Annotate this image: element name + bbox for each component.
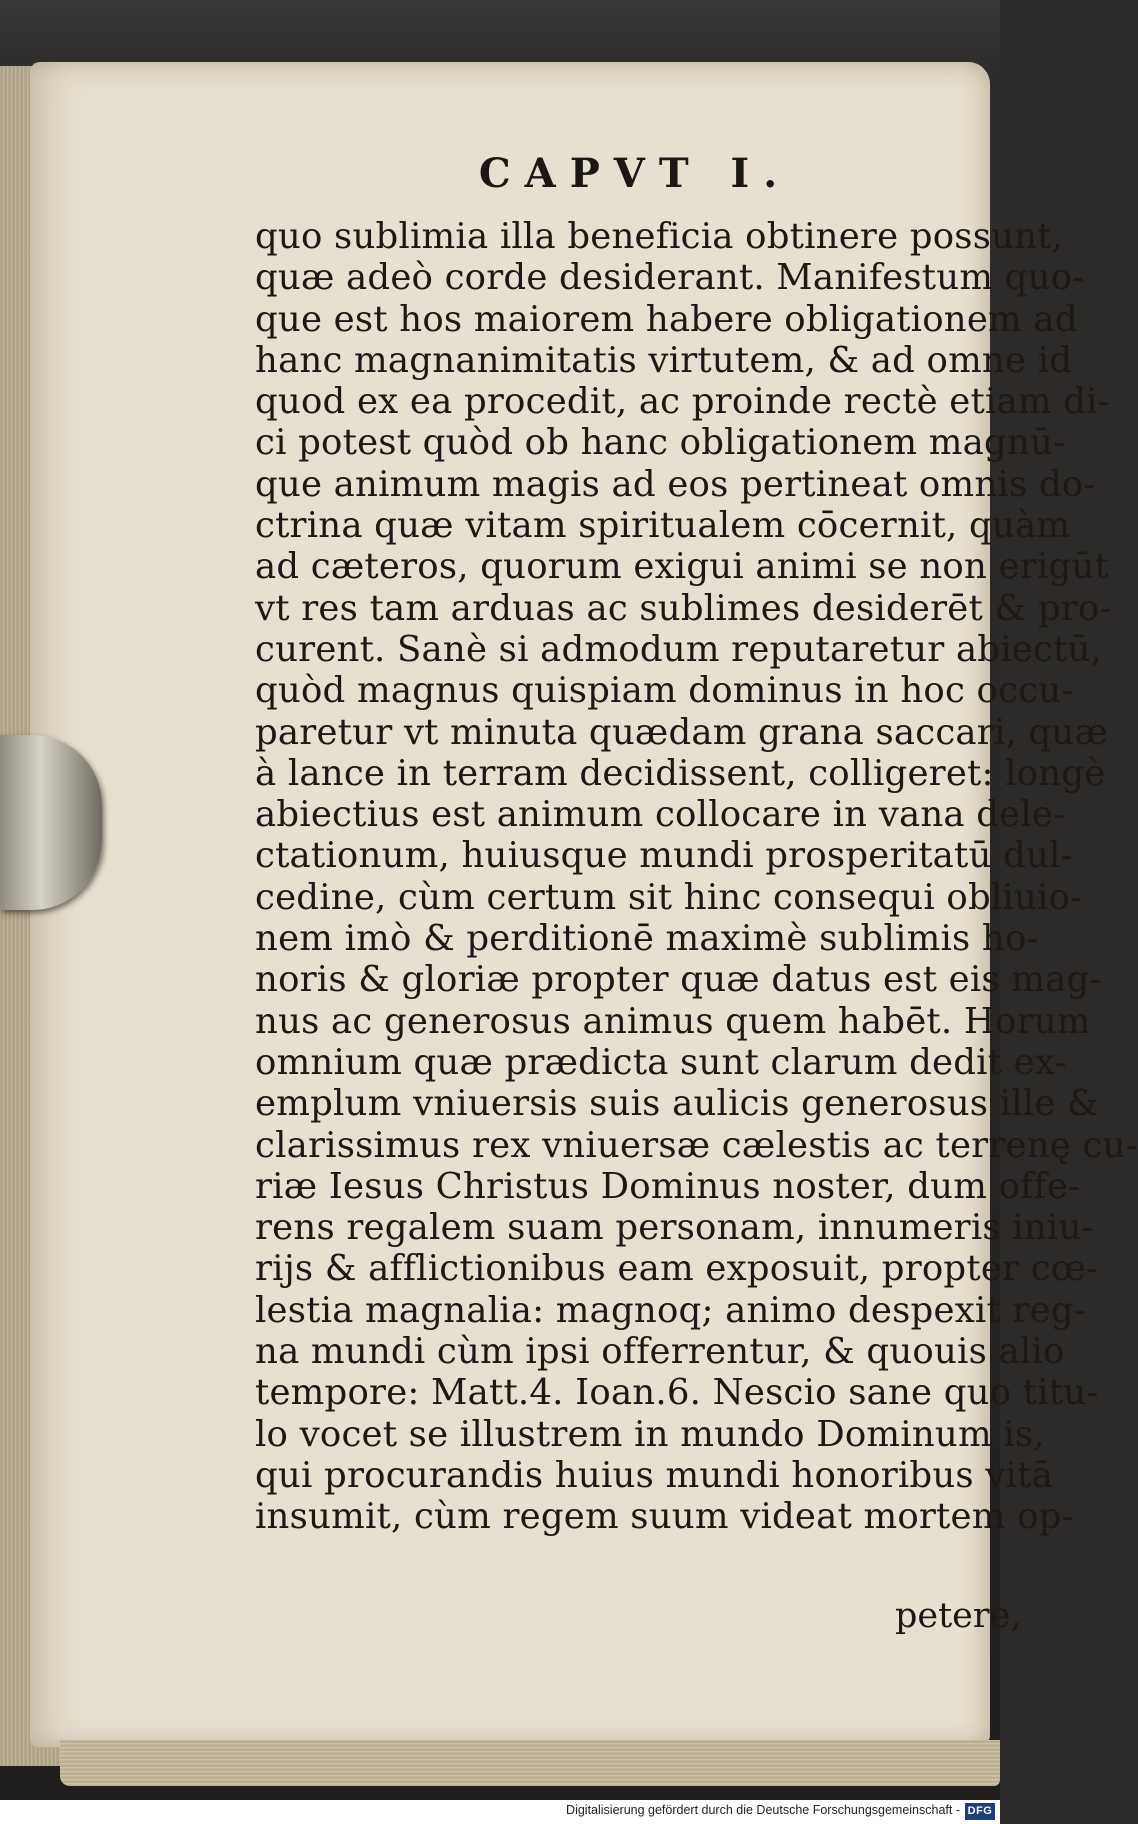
text-line: quæ adeò corde desiderant. Manifestum quo-	[255, 257, 1085, 299]
text-line: nus ac generosus animus quem habēt. Horum	[255, 1000, 1091, 1042]
text-line: lestia magnalia: magnoq; animo despexit reg-	[255, 1289, 1086, 1331]
text-line: rens regalem suam personam, innumeris iniu-	[255, 1207, 1094, 1249]
text-line: hanc magnanimitatis virtutem, & ad omne id	[255, 339, 1073, 381]
text-line: emplum vniuersis suis aulicis generosus ille &	[255, 1083, 1099, 1125]
text-line: curent. Sanè si admodum reputaretur abiectū,	[255, 628, 1103, 670]
text-line: rijs & afflictionibus eam exposuit, propter cœ-	[255, 1248, 1099, 1290]
text-line: que est hos maiorem habere obligationem ad	[255, 298, 1078, 340]
text-line: paretur vt minuta quædam grana saccari, quæ	[255, 711, 1109, 753]
text-line: quod ex ea procedit, ac proinde rectè etiam di-	[255, 381, 1110, 423]
text-line: nem imò & perditionē maximè sublimis ho-	[255, 918, 1039, 960]
text-line: ctrina quæ vitam spiritualem cōcernit, quàm	[255, 505, 1071, 547]
text-line: que animum magis ad eos pertineat omnis do-	[255, 463, 1096, 505]
footer-bar	[0, 1800, 1000, 1824]
text-line: ad cæteros, quorum exigui animi se non erigūt	[255, 546, 1109, 588]
dfg-logo: DFG	[965, 1803, 995, 1820]
catchword: petere,	[895, 1596, 1022, 1636]
text-line: lo vocet se illustrem in mundo Dominum is,	[255, 1413, 1045, 1455]
text-line: abiectius est animum collocare in vana dele-	[255, 794, 1066, 836]
book-bottom-edges	[60, 1740, 1000, 1786]
text-line: qui procurandis huius mundi honoribus vitā	[255, 1454, 1053, 1496]
text-line: quo sublimia illa beneficia obtinere possunt,	[255, 216, 1064, 257]
footer-credit: Digitalisierung gefördert durch die Deutsche Forschungsgemeinschaft -	[566, 1803, 960, 1817]
text-line: cedine, cùm certum sit hinc consequi obliuio-	[255, 876, 1083, 918]
text-line: vt res tam arduas ac sublimes desiderēt & pro-	[255, 587, 1112, 629]
running-header: CAPVT I.	[478, 150, 792, 197]
text-line: tempore: Matt.4. Ioan.6. Nescio sane quo titu-	[255, 1372, 1099, 1414]
text-line: à lance in terram decidissent, colligeret: longè	[255, 752, 1106, 794]
text-line: na mundi cùm ipsi offerrentur, & quouis alio	[255, 1331, 1065, 1373]
text-line: noris & gloriæ propter quæ datus est eis mag-	[255, 959, 1102, 1001]
text-line: riæ Iesus Christus Dominus noster, dum offe-	[255, 1165, 1081, 1207]
text-line: ctationum, huiusque mundi prosperitatū dul-	[255, 835, 1073, 877]
text-line: clarissimus rex vniuersæ cælestis ac terrenę cu-	[255, 1124, 1138, 1166]
text-line: insumit, cùm regem suum videat mortem op-	[255, 1496, 1074, 1538]
text-line: omnium quæ prædicta sunt clarum dedit ex-	[255, 1041, 1067, 1083]
body-text	[255, 216, 1138, 1538]
text-line: ci potest quòd ob hanc obligationem magnū-	[255, 422, 1066, 464]
text-line: quòd magnus quispiam dominus in hoc occu-	[255, 670, 1074, 712]
